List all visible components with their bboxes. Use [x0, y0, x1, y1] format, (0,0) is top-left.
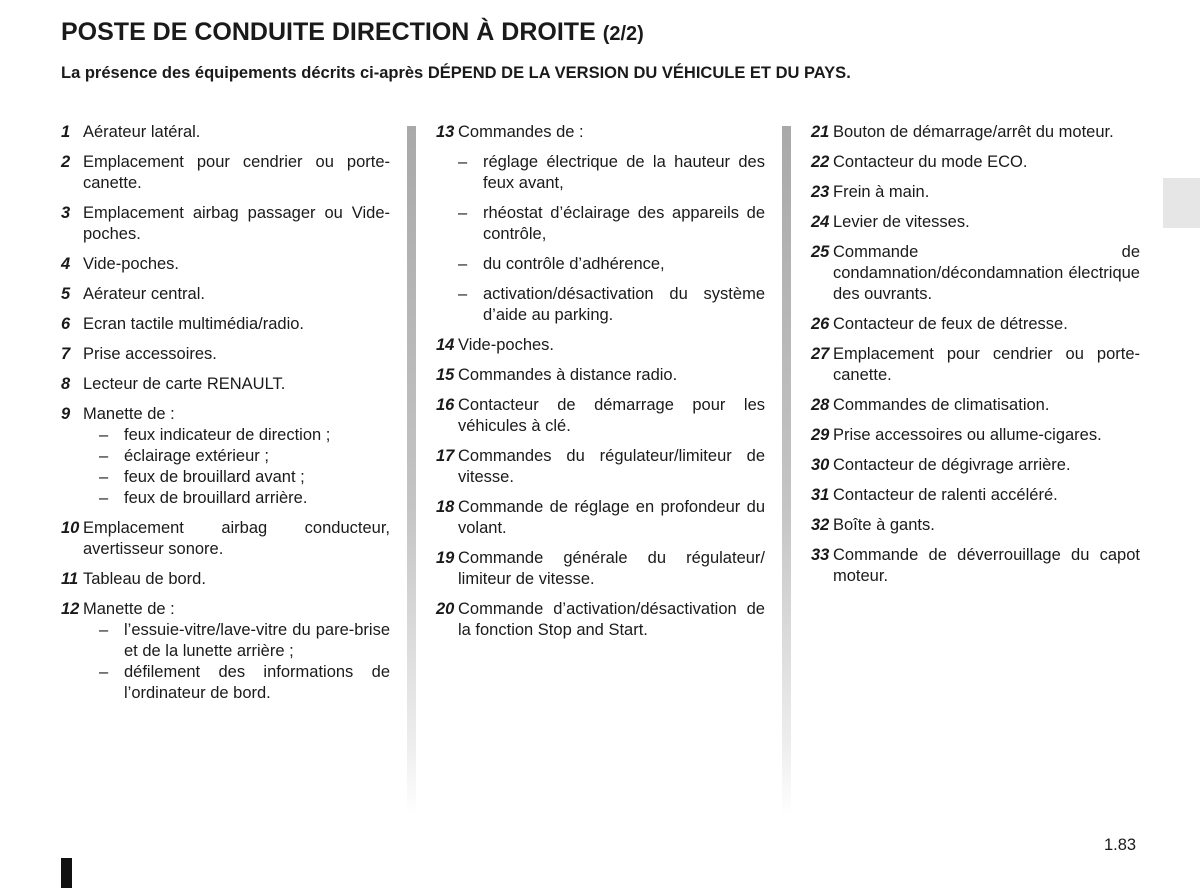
legend-item-text: Contacteur de feux de détresse. [833, 315, 1068, 333]
legend-item-text: Ecran tactile multimédia/radio. [83, 315, 305, 333]
legend-item-text: Prise accessoires ou allume-cigares. [833, 426, 1102, 444]
legend-item-text: Commande de condamnation/décondamnation électrique des ouvrants. [833, 243, 1140, 303]
legend-item-body [458, 365, 765, 386]
legend-subitem [83, 488, 390, 509]
legend-item [61, 254, 390, 275]
legend-item-body [83, 203, 390, 245]
legend-subitem-text: éclairage extérieur ; [124, 447, 269, 465]
legend-item-body [83, 122, 390, 143]
legend-item-text: Vide-poches. [83, 255, 180, 273]
legend-item-number: 7 [61, 345, 71, 363]
legend-column-1 [61, 122, 390, 713]
legend-item [436, 446, 765, 488]
legend-item-number: 13 [436, 123, 455, 141]
legend-item-number: 9 [61, 405, 71, 423]
page-title-text: POSTE DE CONDUITE DIRECTION À DROITE [61, 18, 596, 46]
legend-item-body [833, 152, 1140, 173]
legend-item-text: Contacteur du mode ECO. [833, 153, 1028, 171]
legend-item-body [833, 485, 1140, 506]
legend-item-body [83, 569, 390, 590]
dash-bullet: – [99, 426, 109, 444]
legend-subitem [83, 467, 390, 488]
legend-subitem-text: réglage électrique de la hauteur des feux avant, [483, 153, 765, 192]
legend-item-number: 10 [61, 519, 80, 537]
legend-item-body [833, 242, 1140, 305]
legend-item-number: 30 [811, 456, 830, 474]
legend-item-body [458, 548, 765, 590]
legend-item-number: 4 [61, 255, 71, 273]
legend-item [436, 497, 765, 539]
legend-item-text: Levier de vitesses. [833, 213, 970, 231]
dash-bullet: – [99, 447, 109, 465]
legend-item [811, 395, 1140, 416]
legend-item-body [83, 374, 390, 395]
legend-item-body [833, 182, 1140, 203]
dash-bullet: – [458, 285, 468, 303]
legend-item-number: 27 [811, 345, 830, 363]
legend-column-2 [436, 122, 765, 650]
legend-item-text: Manette de : [83, 600, 175, 618]
legend-item-text: Aérateur latéral. [83, 123, 201, 141]
legend-item [811, 344, 1140, 386]
legend-item-number: 5 [61, 285, 71, 303]
legend-column-3 [811, 122, 1140, 596]
legend-item-body [83, 599, 390, 704]
legend-item-number: 11 [61, 570, 79, 588]
legend-item [61, 122, 390, 143]
legend-item-body [83, 344, 390, 365]
legend-item [811, 242, 1140, 305]
legend-item-number: 26 [811, 315, 830, 333]
legend-sublist [83, 620, 390, 704]
dash-bullet: – [99, 489, 109, 507]
legend-subitem [83, 620, 390, 662]
legend-item [436, 122, 765, 326]
legend-sublist [458, 152, 765, 326]
legend-item [61, 599, 390, 704]
legend-item [61, 284, 390, 305]
legend-item-number: 20 [436, 600, 455, 618]
dash-bullet: – [458, 153, 468, 171]
legend-item-number: 29 [811, 426, 830, 444]
legend-item-number: 25 [811, 243, 830, 261]
legend-item [436, 395, 765, 437]
legend-item-text: Contacteur de démarrage pour les véhicules à clé. [458, 396, 765, 435]
legend-item-number: 17 [436, 447, 455, 465]
legend-item-text: Commande d’activation/désactivation de la fonction Stop and Start. [458, 600, 765, 639]
legend-item-text: Emplacement pour cendrier ou porte-canette. [833, 345, 1140, 384]
legend-item-number: 32 [811, 516, 830, 534]
legend-item [436, 335, 765, 356]
legend-item-text: Commande générale du régulateur/ limiteur de vitesse. [458, 549, 765, 588]
legend-item-body [83, 518, 390, 560]
legend-item [811, 425, 1140, 446]
legend-item-number: 12 [61, 600, 80, 618]
legend-item [811, 122, 1140, 143]
page-title [61, 18, 644, 47]
legend-item-number: 18 [436, 498, 455, 516]
legend-subitem [83, 446, 390, 467]
page-number: 1.83 [1104, 836, 1137, 854]
page-title-suffix: (2/2) [602, 23, 644, 45]
legend-item-text: Commandes de climatisation. [833, 396, 1050, 414]
legend-item-text: Emplacement airbag passager ou Vide-poches. [83, 204, 390, 243]
legend-item-body [833, 425, 1140, 446]
legend-item-body [83, 152, 390, 194]
legend-item-text: Contacteur de dégivrage arrière. [833, 456, 1071, 474]
legend-item-number: 14 [436, 336, 455, 354]
legend-item-number: 21 [811, 123, 830, 141]
legend-item-body [833, 515, 1140, 536]
legend-item-text: Commandes de : [458, 123, 584, 141]
legend-subitem [458, 284, 765, 326]
legend-item-number: 15 [436, 366, 455, 384]
chapter-tab [1163, 178, 1200, 228]
corner-mark [61, 858, 72, 888]
legend-item-body [458, 599, 765, 641]
legend-item-number: 19 [436, 549, 455, 567]
legend-item [61, 569, 390, 590]
legend-item [436, 548, 765, 590]
legend-subitem-text: défilement des informations de l’ordinateur de bord. [124, 663, 390, 702]
legend-item-text: Aérateur central. [83, 285, 205, 303]
legend-item-number: 2 [61, 153, 71, 171]
legend-subitem-text: feux indicateur de direction ; [124, 426, 331, 444]
legend-item-text: Commandes à distance radio. [458, 366, 678, 384]
legend-item-number: 22 [811, 153, 830, 171]
legend-item-body [83, 284, 390, 305]
legend-item-text: Tableau de bord. [83, 570, 206, 588]
legend-item-number: 1 [61, 123, 71, 141]
legend-item-body [833, 395, 1140, 416]
legend-item-text: Commandes du régulateur/limiteur de vitesse. [458, 447, 765, 486]
legend-item-text: Commande de déverrouillage du capot moteur. [833, 546, 1140, 585]
legend-item-body [83, 404, 390, 509]
legend-subitem-text: feux de brouillard avant ; [124, 468, 305, 486]
legend-item [61, 404, 390, 509]
dash-bullet: – [99, 621, 109, 639]
legend-item-body [833, 122, 1140, 143]
legend-item-text: Commande de réglage en profondeur du volant. [458, 498, 765, 537]
legend-item-number: 8 [61, 375, 71, 393]
page-subtitle: La présence des équipements décrits ci-après DÉPEND DE LA VERSION DU VÉHICULE ET DU PAYS. [61, 64, 851, 82]
legend-item-text: Manette de : [83, 405, 175, 423]
column-separator [782, 126, 791, 816]
legend-item-text: Emplacement airbag conducteur, avertisseur sonore. [83, 519, 390, 558]
legend-item [811, 515, 1140, 536]
legend-item-body [833, 314, 1140, 335]
legend-item [61, 314, 390, 335]
legend-subitem-text: activation/désactivation du système d’aide au parking. [483, 285, 765, 324]
legend-item [811, 314, 1140, 335]
legend-subitem [458, 152, 765, 194]
legend-item-body [83, 254, 390, 275]
legend-item [811, 455, 1140, 476]
legend-subitem [83, 425, 390, 446]
legend-subitem-text: l’essuie-vitre/lave-vitre du pare-brise et de la lunette arrière ; [124, 621, 390, 660]
legend-subitem-text: rhéostat d’éclairage des appareils de contrôle, [483, 204, 765, 243]
legend-item [436, 365, 765, 386]
legend-item [61, 518, 390, 560]
legend-item-number: 6 [61, 315, 71, 333]
legend-item [61, 203, 390, 245]
legend-item-body [833, 344, 1140, 386]
dash-bullet: – [99, 468, 109, 486]
legend-item-number: 3 [61, 204, 71, 222]
legend-item [811, 152, 1140, 173]
legend-subitem-text: du contrôle d’adhérence, [483, 255, 665, 273]
legend-item-number: 23 [811, 183, 830, 201]
legend-item-number: 31 [811, 486, 830, 504]
dash-bullet: – [458, 255, 468, 273]
legend-item-text: Prise accessoires. [83, 345, 217, 363]
legend-item-number: 33 [811, 546, 830, 564]
legend-item-text: Emplacement pour cendrier ou porte-canette. [83, 153, 390, 192]
legend-item-body [833, 212, 1140, 233]
legend-item [811, 182, 1140, 203]
dash-bullet: – [99, 663, 109, 681]
legend-item [811, 212, 1140, 233]
legend-item-body [833, 545, 1140, 587]
legend-subitem [458, 254, 765, 275]
dash-bullet: – [458, 204, 468, 222]
legend-item-text: Bouton de démarrage/arrêt du moteur. [833, 123, 1114, 141]
legend-sublist [83, 425, 390, 509]
legend-item-body [83, 314, 390, 335]
legend-item-text: Boîte à gants. [833, 516, 935, 534]
legend-item-text: Vide-poches. [458, 336, 555, 354]
column-separator [407, 126, 416, 816]
legend-item [61, 344, 390, 365]
legend-subitem [458, 203, 765, 245]
legend-item-text: Contacteur de ralenti accéléré. [833, 486, 1058, 504]
legend-item-body [458, 122, 765, 326]
legend-item-body [458, 335, 765, 356]
legend-item [811, 545, 1140, 587]
legend-item-body [458, 446, 765, 488]
legend-item-number: 16 [436, 396, 455, 414]
legend-item-body [833, 455, 1140, 476]
legend-subitem-text: feux de brouillard arrière. [124, 489, 308, 507]
legend-item-body [458, 395, 765, 437]
legend-item-number: 28 [811, 396, 830, 414]
legend-item [61, 374, 390, 395]
legend-item-number: 24 [811, 213, 830, 231]
legend-item-text: Lecteur de carte RENAULT. [83, 375, 286, 393]
legend-item-text: Frein à main. [833, 183, 930, 201]
legend-item [811, 485, 1140, 506]
legend-item [61, 152, 390, 194]
legend-subitem [83, 662, 390, 704]
legend-item [436, 599, 765, 641]
legend-item-body [458, 497, 765, 539]
